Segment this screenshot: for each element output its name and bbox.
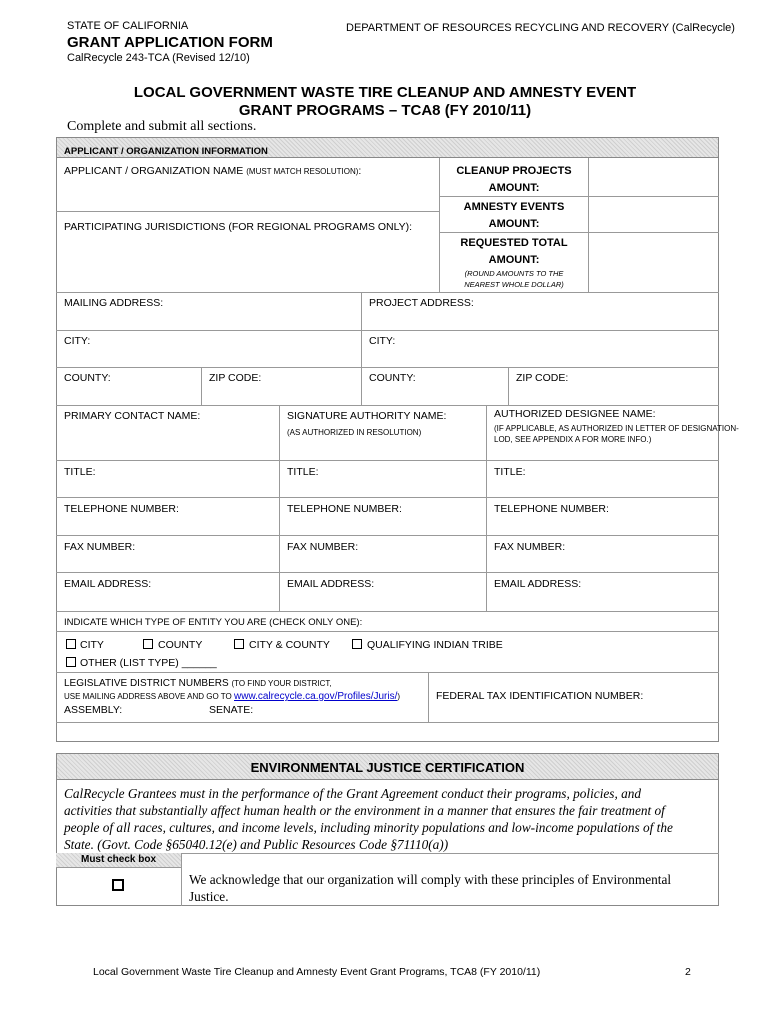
- cleanup-amount-input[interactable]: [589, 159, 718, 195]
- signature-authority-label: SIGNATURE AUTHORITY NAME:: [287, 410, 447, 422]
- header-block: [67, 20, 273, 64]
- tax-id-label: FEDERAL TAX IDENTIFICATION NUMBER:: [436, 690, 644, 702]
- form-number: CalRecycle 243-TCA (Revised 12/10): [67, 52, 250, 64]
- entity-other-input[interactable]: ______: [181, 657, 217, 669]
- title-line-2: GRANT PROGRAMS – TCA8 (FY 2010/11): [238, 102, 532, 119]
- entity-county-checkbox[interactable]: [143, 639, 153, 649]
- senate-label: SENATE:: [209, 704, 254, 716]
- title-line-1: LOCAL GOVERNMENT WASTE TIRE CLEANUP AND AMNESTY EVENT: [133, 84, 637, 101]
- amnesty-amount-input[interactable]: [589, 197, 718, 231]
- zip-label-mailing: ZIP CODE:: [209, 372, 262, 384]
- title-label-2: TITLE:: [287, 466, 319, 478]
- entity-tribe-label: QUALIFYING INDIAN TRIBE: [367, 639, 503, 651]
- email-label-1: EMAIL ADDRESS:: [64, 578, 152, 590]
- telephone-label-3: TELEPHONE NUMBER:: [494, 503, 609, 515]
- ej-acknowledgement: We acknowledge that our organization will comply with these principles of Environmental Justice.: [189, 872, 672, 904]
- ej-statement: CalRecycle Grantees must in the performance of the Grant Agreement conduct their programs, policies, and activities that substantially affect human health or the environment in a manner that ensures the fair treatment of people of all races, cultures, and income levels, including minority populations and low-income populations of the State. (Govt. Code §65040.12(e) and Public Resources Code §71110(a)): [64, 786, 673, 852]
- entity-city-label: CITY: [80, 639, 104, 651]
- legislative-label: LEGISLATIVE DISTRICT NUMBERS (TO FIND YOUR DISTRICT,: [64, 678, 332, 689]
- cleanup-amount-label: CLEANUP PROJECTS AMOUNT:: [456, 165, 572, 194]
- city-label-mailing: CITY:: [64, 335, 91, 347]
- ej-acknowledge-checkbox[interactable]: [112, 879, 124, 891]
- email-label-2: EMAIL ADDRESS:: [287, 578, 375, 590]
- footer-text: Local Government Waste Tire Cleanup and Amnesty Event Grant Programs, TCA8 (FY 2010/11): [93, 966, 541, 978]
- city-label-project: CITY:: [369, 335, 396, 347]
- signature-authority-note: (AS AUTHORIZED IN RESOLUTION): [287, 428, 422, 437]
- telephone-label-2: TELEPHONE NUMBER:: [287, 503, 402, 515]
- org-name-label: APPLICANT / ORGANIZATION NAME (MUST MATCH RESOLUTION):: [64, 165, 362, 177]
- entity-type-prompt: INDICATE WHICH TYPE OF ENTITY YOU ARE (CHECK ONLY ONE):: [64, 617, 363, 628]
- title-label-3: TITLE:: [494, 466, 526, 478]
- county-label-mailing: COUNTY:: [64, 372, 111, 384]
- zip-label-project: ZIP CODE:: [516, 372, 569, 384]
- org-name-input[interactable]: [57, 180, 438, 210]
- project-address-label: PROJECT ADDRESS:: [369, 297, 474, 309]
- applicant-section-title: APPLICANT / ORGANIZATION INFORMATION: [64, 146, 268, 157]
- fax-label-3: FAX NUMBER:: [494, 541, 566, 553]
- state-label: STATE OF CALIFORNIA: [67, 20, 189, 32]
- email-label-3: EMAIL ADDRESS:: [494, 578, 582, 590]
- entity-tribe-checkbox[interactable]: [352, 639, 362, 649]
- entity-other-checkbox[interactable]: [66, 657, 76, 667]
- jurisdictions-label: PARTICIPATING JURISDICTIONS (FOR REGIONAL PROGRAMS ONLY):: [64, 221, 413, 233]
- authorized-designee-label: AUTHORIZED DESIGNEE NAME:: [494, 408, 656, 420]
- amnesty-amount-label: AMNESTY EVENTS AMOUNT:: [463, 201, 565, 230]
- must-check-label: Must check box: [80, 854, 157, 865]
- fax-label-2: FAX NUMBER:: [287, 541, 359, 553]
- entity-city-county-label: CITY & COUNTY: [249, 639, 330, 651]
- title-label-1: TITLE:: [64, 466, 96, 478]
- entity-city-checkbox[interactable]: [66, 639, 76, 649]
- round-note: (ROUND AMOUNTS TO THE NEAREST WHOLE DOLLAR): [464, 269, 564, 289]
- requested-total-label: REQUESTED TOTAL AMOUNT:: [460, 237, 568, 266]
- legislative-note: USE MAILING ADDRESS ABOVE AND GO TO www.calrecycle.ca.gov/Profiles/Juris/): [64, 691, 401, 702]
- juris-link[interactable]: www.calrecycle.ca.gov/Profiles/Juris/: [234, 691, 398, 702]
- authorized-designee-note: (IF APPLICABLE, AS AUTHORIZED IN LETTER OF DESIGNATION- LOD, SEE APPENDIX A FOR MORE INFO.): [494, 424, 739, 444]
- entity-county-label: COUNTY: [158, 639, 203, 651]
- jurisdictions-input[interactable]: [57, 236, 438, 291]
- fax-label-1: FAX NUMBER:: [64, 541, 136, 553]
- entity-other-label: OTHER (LIST TYPE) ______: [80, 657, 217, 669]
- page-number: 2: [685, 966, 691, 978]
- requested-total-input[interactable]: [589, 233, 718, 291]
- county-label-project: COUNTY:: [369, 372, 416, 384]
- form-title: GRANT APPLICATION FORM: [67, 34, 273, 51]
- primary-contact-label: PRIMARY CONTACT NAME:: [64, 410, 201, 422]
- subtitle: Complete and submit all sections.: [67, 119, 257, 134]
- mailing-address-label: MAILING ADDRESS:: [64, 297, 164, 309]
- ej-section-title: ENVIRONMENTAL JUSTICE CERTIFICATION: [250, 760, 525, 775]
- page-title: [0, 84, 770, 120]
- assembly-label: ASSEMBLY:: [64, 704, 123, 716]
- department-label: DEPARTMENT OF RESOURCES RECYCLING AND RECOVERY (CalRecycle): [346, 22, 735, 34]
- telephone-label-1: TELEPHONE NUMBER:: [64, 503, 179, 515]
- entity-city-county-checkbox[interactable]: [234, 639, 244, 649]
